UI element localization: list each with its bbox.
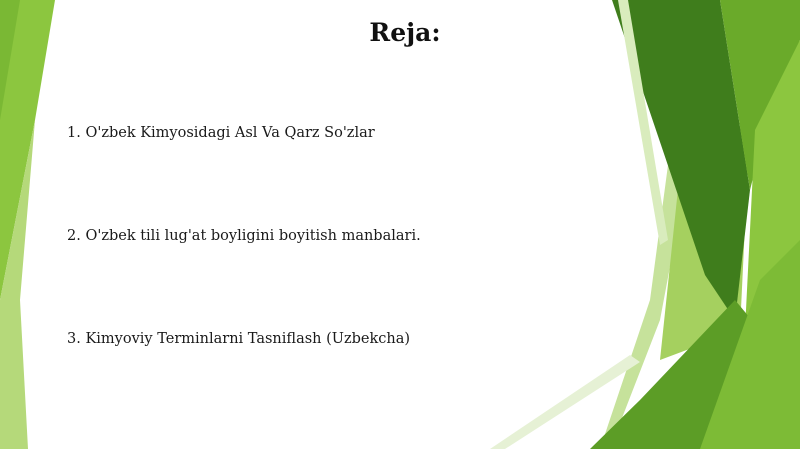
plan-item-3: 3. Kimyoviy Terminlarni Tasniflash (Uzbekcha) xyxy=(67,331,411,347)
plan-item-2: 2. O'zbek tili lug'at boyligini boyitish manbalari. xyxy=(67,228,421,244)
slide-title: Reja: xyxy=(369,18,441,47)
plan-item-1: 1. O'zbek Kimyosidagi Asl Va Qarz So'zlar xyxy=(67,125,375,141)
